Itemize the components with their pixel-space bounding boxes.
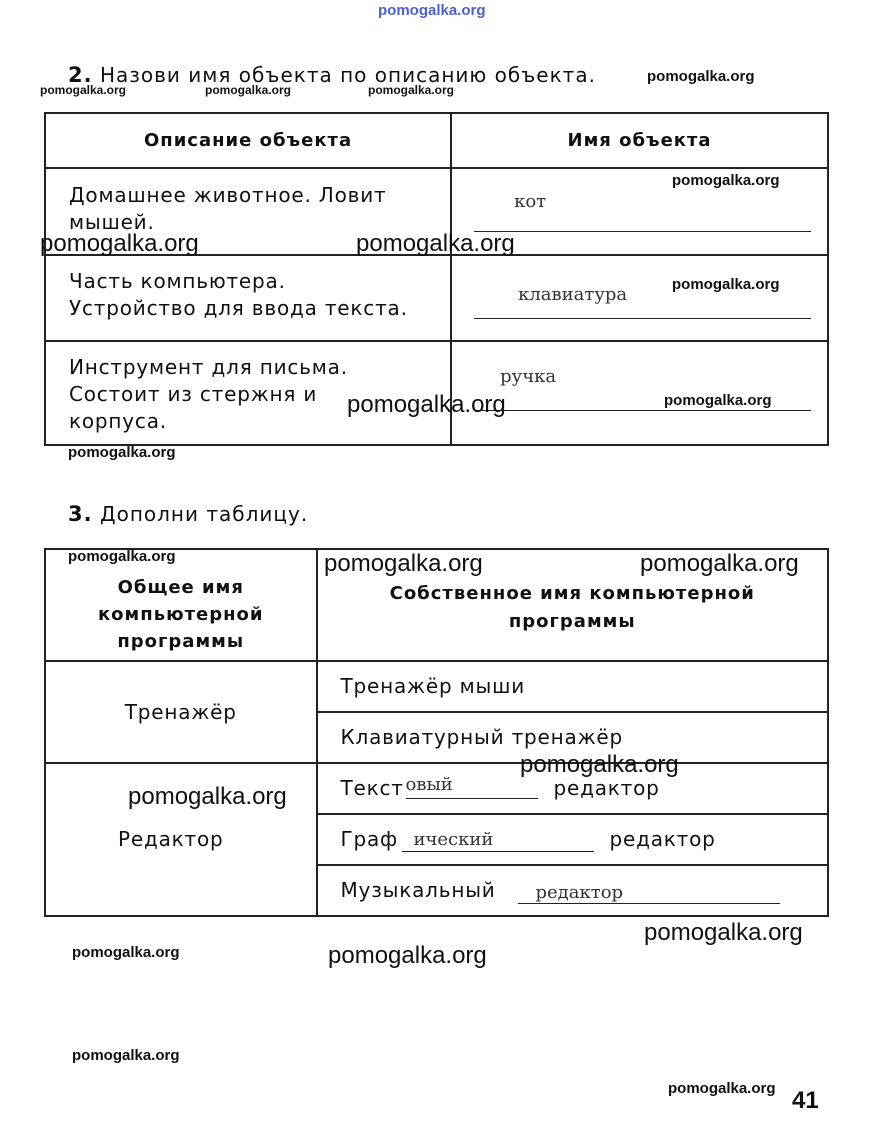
watermark: pomogalka.org: [205, 83, 292, 97]
watermark: pomogalka.org: [324, 550, 483, 577]
prefix-text: Граф: [340, 827, 398, 851]
task3-proper-item: [317, 865, 829, 916]
description-line: Инструмент для письма.: [69, 355, 348, 379]
task2-instruction: [68, 63, 596, 87]
answer-text: ручка: [500, 366, 557, 387]
answer-text: ический: [413, 829, 494, 850]
task2-row-description: [45, 255, 451, 341]
prefix-text: Музыкальный: [340, 878, 496, 902]
task3-header-general: [45, 549, 317, 661]
description-line: Устройство для ввода текста.: [69, 296, 408, 320]
watermark: pomogalka.org: [644, 919, 803, 946]
task3-instruction: [68, 502, 308, 526]
task2-instruction-text: Назови имя объекта по описанию объекта.: [99, 63, 596, 87]
task2-number: 2.: [68, 63, 93, 87]
header-line: программы: [508, 611, 636, 632]
watermark-top: pomogalka.org: [378, 2, 486, 19]
watermark: pomogalka.org: [128, 783, 287, 810]
task3-proper-item: [317, 814, 829, 865]
description-line: мышей.: [69, 210, 155, 234]
watermark: pomogalka.org: [668, 1080, 776, 1097]
header-line: Общее имя: [117, 576, 244, 598]
answer-line: [518, 903, 780, 904]
watermark: pomogalka.org: [40, 230, 199, 257]
description-line: Домашнее животное. Ловит: [69, 183, 387, 207]
watermark: pomogalka.org: [647, 68, 755, 85]
watermark: pomogalka.org: [368, 83, 455, 97]
watermark: pomogalka.org: [356, 230, 515, 257]
watermark: pomogalka.org: [347, 391, 506, 418]
answer-text: кот: [514, 191, 547, 212]
watermark: pomogalka.org: [40, 83, 127, 97]
watermark: pomogalka.org: [664, 392, 772, 409]
task3-proper-item: Тренажёр мыши: [317, 661, 829, 712]
task3-table: [44, 548, 829, 917]
answer-line: [402, 851, 594, 852]
suffix-text: редактор: [609, 827, 716, 851]
task2-header-description: Описание объекта: [45, 113, 451, 168]
header-line: Собственное имя компьютерной: [389, 583, 755, 604]
general-editor-label: Редактор: [117, 827, 224, 851]
watermark: pomogalka.org: [520, 751, 679, 778]
watermark: pomogalka.org: [68, 444, 176, 461]
watermark: pomogalka.org: [640, 550, 799, 577]
task2-header-name: Имя объекта: [451, 113, 828, 168]
task3-instruction-text: Дополни таблицу.: [99, 502, 309, 526]
description-line: Состоит из стержня и: [69, 382, 318, 406]
answer-text: редактор: [535, 882, 624, 903]
description-line: Часть компьютера.: [69, 269, 286, 293]
page-number: 41: [792, 1087, 819, 1114]
description-line: корпуса.: [69, 409, 167, 433]
answer-text: клавиатура: [518, 284, 628, 305]
suffix-text: редактор: [553, 776, 660, 800]
answer-line: [474, 231, 811, 232]
prefix-text: Текст: [340, 776, 404, 800]
watermark: pomogalka.org: [672, 276, 780, 293]
header-line: компьютерной: [97, 603, 264, 625]
watermark: pomogalka.org: [72, 1047, 180, 1064]
watermark: pomogalka.org: [72, 944, 180, 961]
task3-proper-item: Клавиатурный тренажёр: [317, 712, 829, 763]
task3-general-trainer: Тренажёр: [45, 661, 317, 763]
answer-line: [406, 798, 538, 799]
answer-line: [474, 318, 811, 319]
header-line: программы: [117, 630, 245, 652]
watermark: pomogalka.org: [328, 942, 487, 969]
watermark: pomogalka.org: [68, 548, 176, 565]
task2-row-answer: [451, 255, 828, 341]
task3-number: 3.: [68, 502, 93, 526]
answer-line: [474, 410, 811, 411]
answer-text: овый: [405, 774, 453, 795]
watermark: pomogalka.org: [672, 172, 780, 189]
